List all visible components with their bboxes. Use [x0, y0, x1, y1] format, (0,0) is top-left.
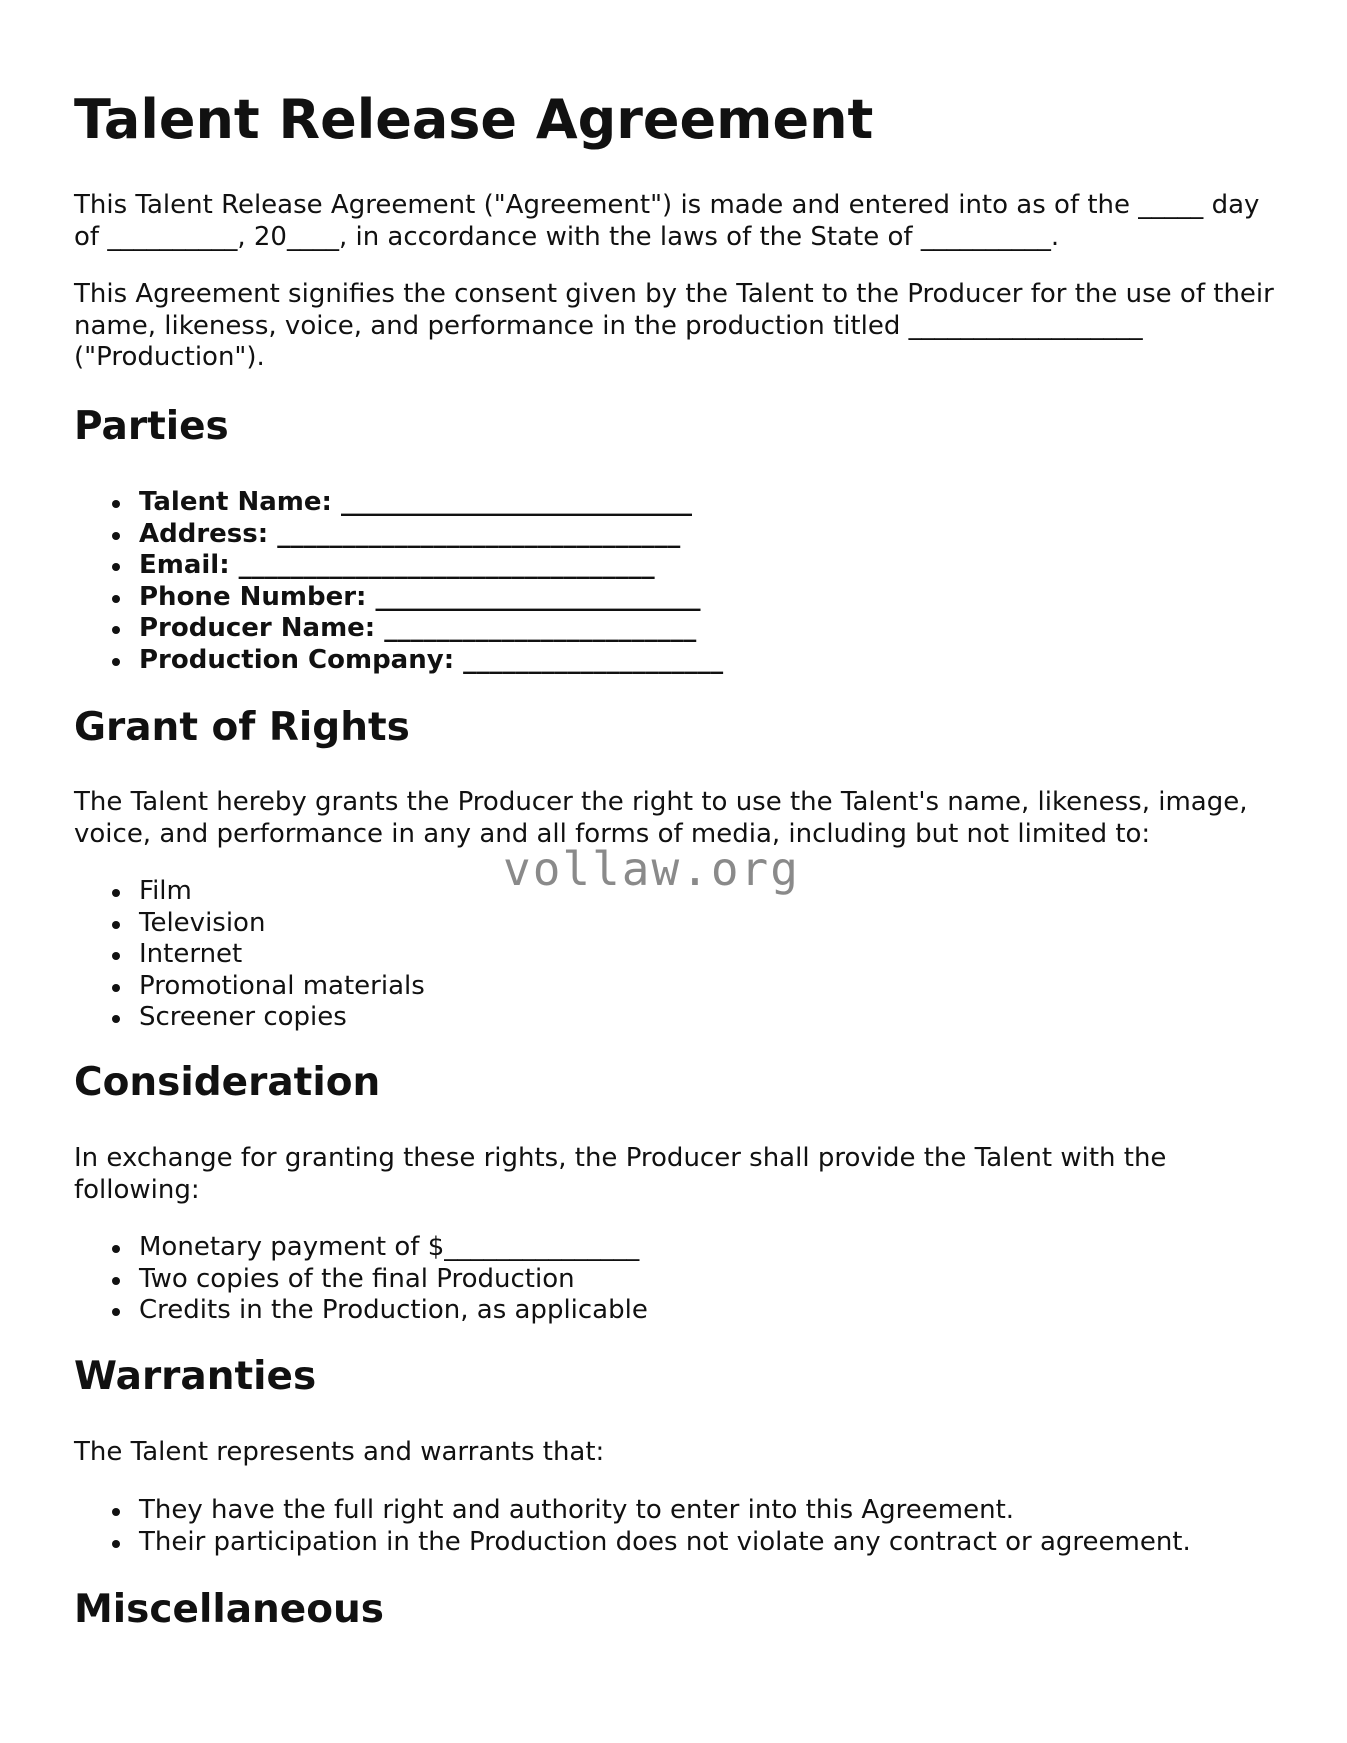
list-item: Email: ________________________________: [74, 550, 723, 582]
parties-list: [74, 487, 723, 676]
list-item: Producer Name: ________________________: [74, 613, 723, 645]
list-item: Their participation in the Production does not violate any contract or agreement.: [74, 1527, 1191, 1559]
grant-paragraph: The Talent hereby grants the Producer the right to use the Talent's name, likeness, image, voice, and performance in any and all forms of media, including but not limited to:: [74, 787, 1248, 849]
watermark-text: vollaw.org: [503, 842, 800, 896]
list-item: Internet: [74, 939, 425, 971]
list-item: Credits in the Production, as applicable: [74, 1295, 648, 1327]
list-item: Screener copies: [74, 1002, 425, 1034]
section-heading-warranties: Warranties: [74, 1354, 317, 1399]
grant-media-list: [74, 876, 425, 1034]
list-item: Promotional materials: [74, 971, 425, 1003]
list-item: They have the full right and authority to enter into this Agreement.: [74, 1495, 1191, 1527]
intro-paragraph-1: This Talent Release Agreement ("Agreement") is made and entered into as of the _____ day of __________, 20____, in accordance with the laws of the State of __________.: [74, 190, 1260, 252]
list-item: Phone Number: _________________________: [74, 582, 723, 614]
list-item: Production Company: ____________________: [74, 645, 723, 677]
list-item: Two copies of the final Production: [74, 1264, 648, 1296]
consideration-list: [74, 1232, 648, 1327]
section-heading-grant-of-rights: Grant of Rights: [74, 705, 410, 750]
document-title: Talent Release Agreement: [74, 88, 874, 151]
section-heading-parties: Parties: [74, 404, 229, 449]
list-item: Monetary payment of $_______________: [74, 1232, 648, 1264]
section-heading-consideration: Consideration: [74, 1060, 381, 1105]
list-item: Television: [74, 908, 425, 940]
warranties-list: [74, 1495, 1191, 1558]
consideration-paragraph: In exchange for granting these rights, the Producer shall provide the Talent with the following:: [74, 1143, 1167, 1205]
list-item: Address: _______________________________: [74, 519, 723, 551]
warranties-paragraph: The Talent represents and warrants that:: [74, 1437, 605, 1467]
list-item: Talent Name: ___________________________: [74, 487, 723, 519]
section-heading-miscellaneous: Miscellaneous: [74, 1587, 385, 1632]
list-item: Film: [74, 876, 425, 908]
intro-paragraph-2: This Agreement signifies the consent given by the Talent to the Producer for the use of their name, likeness, voice, and performance in the production titled __________________ ("Production").: [74, 279, 1274, 372]
